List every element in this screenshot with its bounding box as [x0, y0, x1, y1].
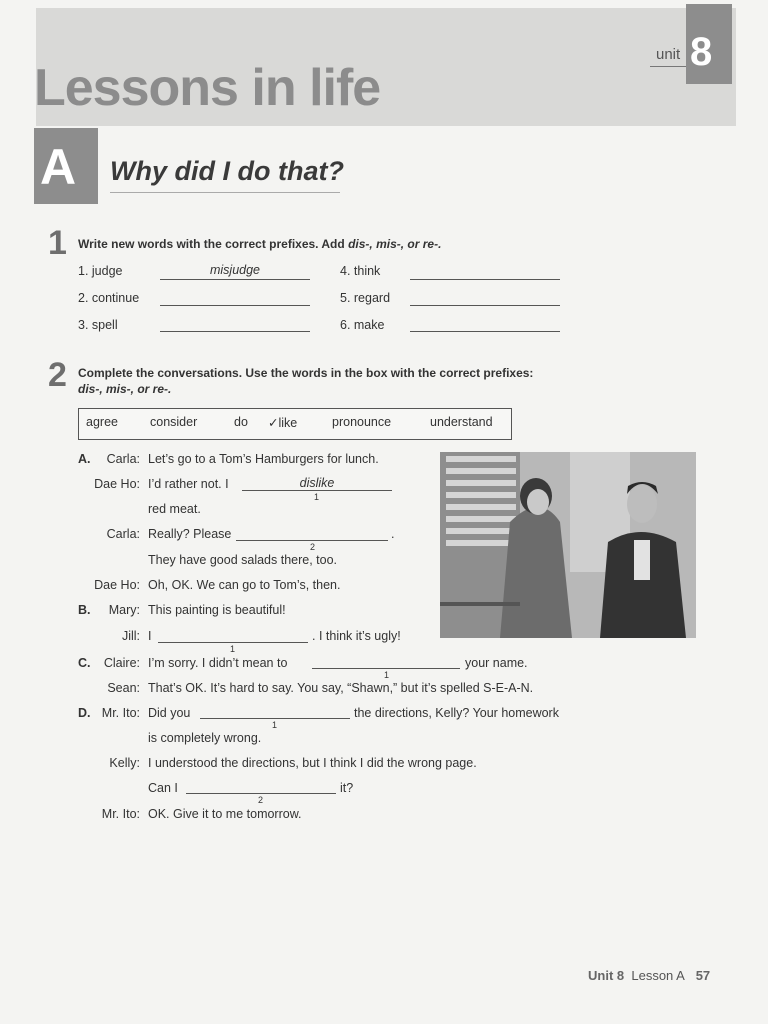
dialogue-line: They have good salads there, too. — [148, 553, 338, 567]
speaker: Mr. Ito: — [101, 706, 140, 720]
blank-number: 1 — [230, 644, 236, 654]
conv-a-answer-1: dislike — [299, 476, 335, 490]
box-word-pronounce: pronounce — [332, 415, 392, 429]
conversation-photo — [440, 452, 696, 638]
box-word-agree: agree — [86, 415, 118, 429]
footer-lesson: Lesson A — [631, 968, 685, 983]
conv-a-blank-1[interactable] — [242, 490, 392, 491]
dialogue-line: . I think it’s ugly! — [312, 629, 401, 643]
speaker: Claire: — [103, 656, 140, 670]
conv-c-label: C. — [78, 656, 91, 670]
blank-number: 2 — [258, 795, 264, 805]
dialogue-line: the directions, Kelly? Your homework — [354, 706, 559, 720]
dialogue-line: Let’s go to a Tom’s Hamburgers for lunch. — [148, 452, 379, 466]
dialogue-line: is completely wrong. — [148, 731, 262, 745]
blank-number: 2 — [310, 542, 316, 552]
photo-illustration — [440, 452, 696, 638]
dialogue-line: That’s OK. It’s hard to say. You say, “Shawn,” but it’s spelled S-E-A-N. — [148, 681, 534, 695]
conv-b-label: B. — [78, 603, 91, 617]
speaker: Jill: — [121, 629, 140, 643]
dialogue-line: OK. Give it to me tomorrow. — [148, 807, 302, 821]
ex1-item-3-label: 3. spell — [78, 318, 118, 332]
ex1-item-1-answer: misjudge — [209, 263, 261, 277]
speaker: Dae Ho: — [94, 477, 140, 491]
ex1-item-2-blank[interactable] — [160, 305, 310, 306]
blank-number: 1 — [384, 670, 390, 680]
conv-d-label: D. — [78, 706, 91, 720]
dialogue-line: I’m sorry. I didn’t mean to — [148, 656, 288, 670]
page-number: 57 — [695, 968, 711, 983]
dialogue-line: Oh, OK. We can go to Tom’s, then. — [148, 578, 341, 592]
ex1-item-6-blank[interactable] — [410, 331, 560, 332]
exercise-1-prefixes: dis-, mis-, or re-. — [348, 237, 442, 251]
ex1-item-1-label: 1. judge — [78, 264, 123, 278]
box-word-like: ✓like — [268, 416, 298, 430]
blank-number: 1 — [272, 720, 278, 730]
ex1-item-2-label: 2. continue — [78, 291, 140, 305]
speaker: Carla: — [106, 527, 140, 541]
exercise-2-instruction: Complete the conversations. Use the words in the box with the correct prefixes: — [78, 366, 534, 380]
lesson-title-rule — [110, 192, 340, 193]
speaker: Dae Ho: — [94, 578, 140, 592]
speaker: Sean: — [107, 681, 140, 695]
dialogue-punct: . — [391, 527, 395, 541]
conv-d-blank-1[interactable] — [200, 718, 350, 719]
dialogue-line: I’d rather not. I — [148, 477, 229, 491]
page-title: Lessons in life — [34, 59, 381, 117]
conv-c-blank-1[interactable] — [312, 668, 460, 669]
dialogue-line: I understood the directions, but I think I did the wrong page. — [148, 756, 477, 770]
ex1-item-4-label: 4. think — [340, 264, 381, 278]
ex1-item-5-blank[interactable] — [410, 305, 560, 306]
unit-label: unit — [656, 46, 681, 63]
page-footer — [588, 968, 710, 983]
blank-number: 1 — [314, 492, 320, 502]
dialogue-line: Did you — [148, 706, 191, 720]
conv-a-label: A. — [78, 452, 91, 466]
unit-number: 8 — [690, 30, 713, 74]
ex1-item-6-label: 6. make — [340, 318, 385, 332]
speaker: Carla: — [106, 452, 140, 466]
box-word-do: do — [234, 415, 248, 429]
speaker: Mary: — [108, 603, 140, 617]
speaker: Mr. Ito: — [101, 807, 140, 821]
lesson-title: Why did I do that? — [110, 156, 344, 186]
ex1-item-3-blank[interactable] — [160, 331, 310, 332]
conv-a-blank-2[interactable] — [236, 540, 388, 541]
speaker: Kelly: — [109, 756, 140, 770]
dialogue-line: your name. — [465, 656, 528, 670]
dialogue-line: I — [148, 629, 152, 643]
ex1-item-5-label: 5. regard — [340, 291, 391, 305]
exercise-1-number: 1 — [48, 224, 67, 262]
ex1-item-1-blank[interactable] — [160, 279, 310, 280]
dialogue-line: Can I — [148, 781, 178, 795]
footer-unit: Unit 8 — [588, 968, 625, 983]
exercise-1-instruction-text: Write new words with the correct prefixes. Add — [78, 237, 349, 251]
exercise-2-prefixes: dis-, mis-, or re-. — [78, 382, 172, 396]
lesson-letter: A — [40, 139, 77, 195]
unit-divider — [650, 66, 686, 67]
box-word-consider: consider — [150, 415, 198, 429]
exercise-2-number: 2 — [48, 356, 67, 394]
exercise-1-instruction — [78, 237, 441, 251]
conv-d-blank-2[interactable] — [186, 793, 336, 794]
box-word-understand: understand — [430, 415, 493, 429]
dialogue-line: This painting is beautiful! — [148, 603, 286, 617]
conv-b-blank-1[interactable] — [158, 642, 308, 643]
dialogue-line: Really? Please — [148, 527, 232, 541]
ex1-item-4-blank[interactable] — [410, 279, 560, 280]
dialogue-line: it? — [340, 781, 354, 795]
dialogue-line: red meat. — [148, 502, 201, 516]
